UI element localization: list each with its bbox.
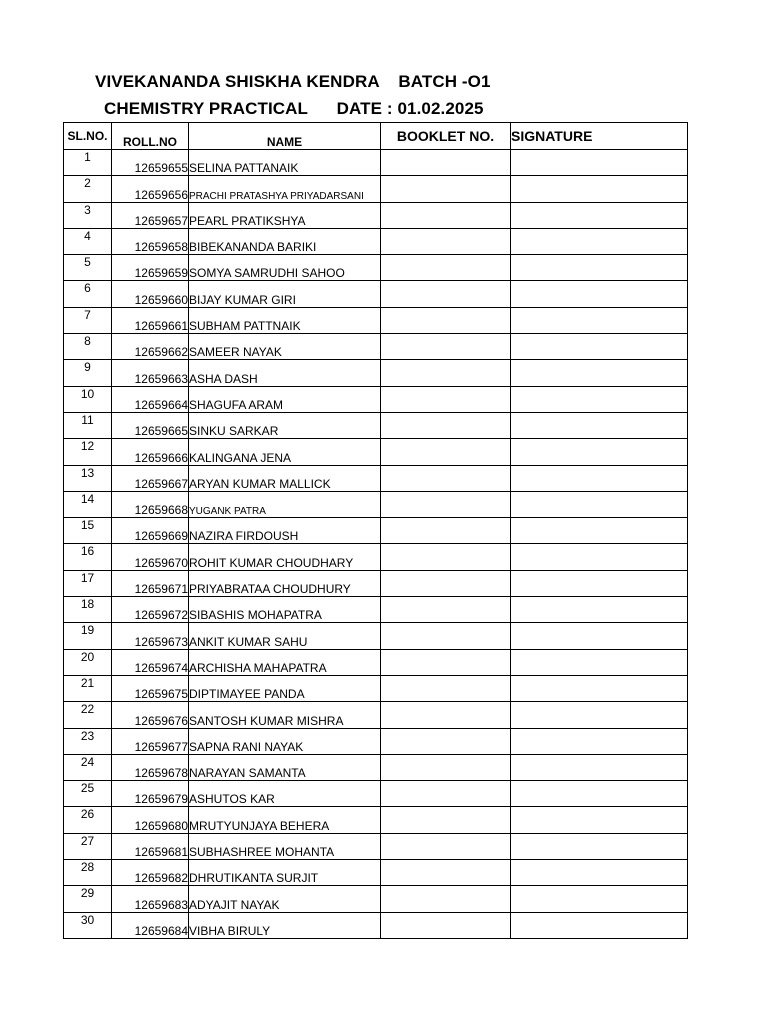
sl-cell: 26 <box>64 807 112 833</box>
signature-cell[interactable] <box>511 360 688 386</box>
roll-no-cell: 12659659 <box>112 255 189 281</box>
signature-cell[interactable] <box>511 623 688 649</box>
booklet-no-cell[interactable] <box>381 386 511 412</box>
table-row <box>64 544 688 570</box>
signature-cell[interactable] <box>511 570 688 596</box>
signature-cell[interactable] <box>511 886 688 912</box>
attendance-table <box>63 122 688 939</box>
sl-cell: 13 <box>64 465 112 491</box>
sl-cell: 17 <box>64 570 112 596</box>
sl-cell: 14 <box>64 491 112 517</box>
column-header-roll-no: ROLL.NO <box>112 123 189 150</box>
signature-cell[interactable] <box>511 255 688 281</box>
signature-cell[interactable] <box>511 281 688 307</box>
signature-cell[interactable] <box>511 912 688 938</box>
table-row <box>64 334 688 360</box>
header-title-line: VIVEKANANDA SHISKHA KENDRA BATCH -O1 <box>95 72 491 91</box>
sl-cell: 3 <box>64 202 112 228</box>
table-row <box>64 465 688 491</box>
roll-no-cell: 12659674 <box>112 649 189 675</box>
roll-no-cell: 12659667 <box>112 465 189 491</box>
table-row <box>64 912 688 938</box>
name-cell: ADYAJIT NAYAK <box>189 886 381 912</box>
name-cell: ASHUTOS KAR <box>189 781 381 807</box>
table-row <box>64 228 688 254</box>
booklet-no-cell[interactable] <box>381 912 511 938</box>
name-cell: SIBASHIS MOHAPATRA <box>189 597 381 623</box>
column-header-booklet-no: BOOKLET NO. <box>381 123 511 150</box>
booklet-no-cell[interactable] <box>381 675 511 701</box>
roll-no-cell: 12659665 <box>112 412 189 438</box>
roll-no-cell: 12659661 <box>112 307 189 333</box>
roll-no-cell: 12659662 <box>112 334 189 360</box>
signature-cell[interactable] <box>511 334 688 360</box>
booklet-no-cell[interactable] <box>381 649 511 675</box>
table-row <box>64 150 688 176</box>
booklet-no-cell[interactable] <box>381 754 511 780</box>
sl-cell: 25 <box>64 781 112 807</box>
table-row <box>64 386 688 412</box>
signature-cell[interactable] <box>511 702 688 728</box>
table-row <box>64 518 688 544</box>
table-row <box>64 886 688 912</box>
name-cell: NAZIRA FIRDOUSH <box>189 518 381 544</box>
name-cell: SUBHAM PATTNAIK <box>189 307 381 333</box>
header-subtitle-line: CHEMISTRY PRACTICAL DATE : 01.02.2025 <box>104 99 484 118</box>
name-cell: YUGANK PATRA <box>189 491 381 517</box>
roll-no-cell: 12659684 <box>112 912 189 938</box>
table-row <box>64 754 688 780</box>
table-row <box>64 202 688 228</box>
booklet-no-cell[interactable] <box>381 150 511 176</box>
roll-no-cell: 12659681 <box>112 833 189 859</box>
table-row <box>64 255 688 281</box>
table-row <box>64 281 688 307</box>
name-cell: SUBHASHREE MOHANTA <box>189 833 381 859</box>
name-cell: SAPNA RANI NAYAK <box>189 728 381 754</box>
name-cell: PRACHI PRATASHYA PRIYADARSANI <box>189 176 381 202</box>
roll-no-cell: 12659673 <box>112 623 189 649</box>
table-row <box>64 176 688 202</box>
roll-no-cell: 12659678 <box>112 754 189 780</box>
table-row <box>64 491 688 517</box>
sl-cell: 15 <box>64 518 112 544</box>
signature-cell[interactable] <box>511 597 688 623</box>
name-cell: ANKIT KUMAR SAHU <box>189 623 381 649</box>
table-row <box>64 360 688 386</box>
table-row <box>64 307 688 333</box>
roll-no-cell: 12659668 <box>112 491 189 517</box>
sl-cell: 16 <box>64 544 112 570</box>
roll-no-cell: 12659658 <box>112 228 189 254</box>
signature-cell[interactable] <box>511 649 688 675</box>
signature-cell[interactable] <box>511 307 688 333</box>
name-cell: ARYAN KUMAR MALLICK <box>189 465 381 491</box>
roll-no-cell: 12659679 <box>112 781 189 807</box>
name-cell: SOMYA SAMRUDHI SAHOO <box>189 255 381 281</box>
sl-cell: 28 <box>64 860 112 886</box>
booklet-no-cell[interactable] <box>381 702 511 728</box>
name-cell: BIJAY KUMAR GIRI <box>189 281 381 307</box>
booklet-no-cell[interactable] <box>381 360 511 386</box>
booklet-no-cell[interactable] <box>381 623 511 649</box>
roll-no-cell: 12659671 <box>112 570 189 596</box>
sl-cell: 1 <box>64 150 112 176</box>
roll-no-cell: 12659660 <box>112 281 189 307</box>
sl-cell: 8 <box>64 334 112 360</box>
booklet-no-cell[interactable] <box>381 886 511 912</box>
table-row <box>64 570 688 596</box>
roll-no-cell: 12659663 <box>112 360 189 386</box>
booklet-no-cell[interactable] <box>381 544 511 570</box>
name-cell: SHAGUFA ARAM <box>189 386 381 412</box>
name-cell: MRUTYUNJAYA BEHERA <box>189 807 381 833</box>
table-row <box>64 702 688 728</box>
roll-no-cell: 12659666 <box>112 439 189 465</box>
booklet-no-cell[interactable] <box>381 334 511 360</box>
sl-cell: 5 <box>64 255 112 281</box>
signature-cell[interactable] <box>511 386 688 412</box>
roll-no-cell: 12659672 <box>112 597 189 623</box>
roll-no-cell: 12659655 <box>112 150 189 176</box>
roll-no-cell: 12659682 <box>112 860 189 886</box>
roll-no-cell: 12659656 <box>112 176 189 202</box>
booklet-no-cell[interactable] <box>381 202 511 228</box>
signature-cell[interactable] <box>511 465 688 491</box>
signature-cell[interactable] <box>511 150 688 176</box>
booklet-no-cell[interactable] <box>381 833 511 859</box>
signature-cell[interactable] <box>511 176 688 202</box>
sl-cell: 21 <box>64 675 112 701</box>
roll-no-cell: 12659669 <box>112 518 189 544</box>
signature-cell[interactable] <box>511 202 688 228</box>
table-row <box>64 597 688 623</box>
sl-cell: 22 <box>64 702 112 728</box>
booklet-no-cell[interactable] <box>381 176 511 202</box>
booklet-no-cell[interactable] <box>381 570 511 596</box>
name-cell: NARAYAN SAMANTA <box>189 754 381 780</box>
table-body <box>64 150 688 939</box>
sl-cell: 2 <box>64 176 112 202</box>
name-cell: DIPTIMAYEE PANDA <box>189 675 381 701</box>
booklet-no-cell[interactable] <box>381 860 511 886</box>
table-row <box>64 649 688 675</box>
signature-cell[interactable] <box>511 544 688 570</box>
sl-cell: 11 <box>64 412 112 438</box>
booklet-no-cell[interactable] <box>381 518 511 544</box>
booklet-no-cell[interactable] <box>381 281 511 307</box>
signature-cell[interactable] <box>511 781 688 807</box>
name-cell: ASHA DASH <box>189 360 381 386</box>
column-header-signature: SIGNATURE <box>511 123 688 150</box>
table-row <box>64 781 688 807</box>
sl-cell: 20 <box>64 649 112 675</box>
booklet-no-cell[interactable] <box>381 307 511 333</box>
sl-cell: 4 <box>64 228 112 254</box>
signature-cell[interactable] <box>511 228 688 254</box>
roll-no-cell: 12659676 <box>112 702 189 728</box>
sl-cell: 12 <box>64 439 112 465</box>
booklet-no-cell[interactable] <box>381 728 511 754</box>
sl-cell: 9 <box>64 360 112 386</box>
sl-cell: 24 <box>64 754 112 780</box>
name-cell: PEARL PRATIKSHYA <box>189 202 381 228</box>
name-cell: ROHIT KUMAR CHOUDHARY <box>189 544 381 570</box>
signature-cell[interactable] <box>511 675 688 701</box>
booklet-no-cell[interactable] <box>381 439 511 465</box>
name-cell: PRIYABRATAA CHOUDHURY <box>189 570 381 596</box>
booklet-no-cell[interactable] <box>381 781 511 807</box>
name-cell: KALINGANA JENA <box>189 439 381 465</box>
table-header-row <box>64 123 688 150</box>
column-header-name: NAME <box>189 123 381 150</box>
signature-cell[interactable] <box>511 728 688 754</box>
table-row <box>64 833 688 859</box>
booklet-no-cell[interactable] <box>381 597 511 623</box>
roll-no-cell: 12659675 <box>112 675 189 701</box>
name-cell: VIBHA BIRULY <box>189 912 381 938</box>
table-row <box>64 412 688 438</box>
roll-no-cell: 12659680 <box>112 807 189 833</box>
booklet-no-cell[interactable] <box>381 465 511 491</box>
sl-cell: 30 <box>64 912 112 938</box>
signature-cell[interactable] <box>511 807 688 833</box>
signature-cell[interactable] <box>511 518 688 544</box>
name-cell: SINKU SARKAR <box>189 412 381 438</box>
signature-cell[interactable] <box>511 754 688 780</box>
name-cell: BIBEKANANDA BARIKI <box>189 228 381 254</box>
sl-cell: 7 <box>64 307 112 333</box>
booklet-no-cell[interactable] <box>381 255 511 281</box>
sl-cell: 6 <box>64 281 112 307</box>
column-header-sl-no: SL.NO. <box>64 123 112 150</box>
name-cell: SANTOSH KUMAR MISHRA <box>189 702 381 728</box>
signature-cell[interactable] <box>511 439 688 465</box>
booklet-no-cell[interactable] <box>381 491 511 517</box>
table-row <box>64 623 688 649</box>
name-cell: SELINA PATTANAIK <box>189 150 381 176</box>
roll-no-cell: 12659670 <box>112 544 189 570</box>
name-cell: DHRUTIKANTA SURJIT <box>189 860 381 886</box>
booklet-no-cell[interactable] <box>381 228 511 254</box>
sl-cell: 18 <box>64 597 112 623</box>
booklet-no-cell[interactable] <box>381 412 511 438</box>
signature-cell[interactable] <box>511 860 688 886</box>
roll-no-cell: 12659683 <box>112 886 189 912</box>
sl-cell: 29 <box>64 886 112 912</box>
booklet-no-cell[interactable] <box>381 807 511 833</box>
roll-no-cell: 12659664 <box>112 386 189 412</box>
table-row <box>64 675 688 701</box>
name-cell: SAMEER NAYAK <box>189 334 381 360</box>
sl-cell: 27 <box>64 833 112 859</box>
roll-no-cell: 12659677 <box>112 728 189 754</box>
roll-no-cell: 12659657 <box>112 202 189 228</box>
sl-cell: 23 <box>64 728 112 754</box>
signature-cell[interactable] <box>511 412 688 438</box>
table-row <box>64 439 688 465</box>
name-cell: ARCHISHA MAHAPATRA <box>189 649 381 675</box>
signature-cell[interactable] <box>511 833 688 859</box>
table-row <box>64 728 688 754</box>
sl-cell: 10 <box>64 386 112 412</box>
sl-cell: 19 <box>64 623 112 649</box>
table-row <box>64 807 688 833</box>
table-row <box>64 860 688 886</box>
signature-cell[interactable] <box>511 491 688 517</box>
